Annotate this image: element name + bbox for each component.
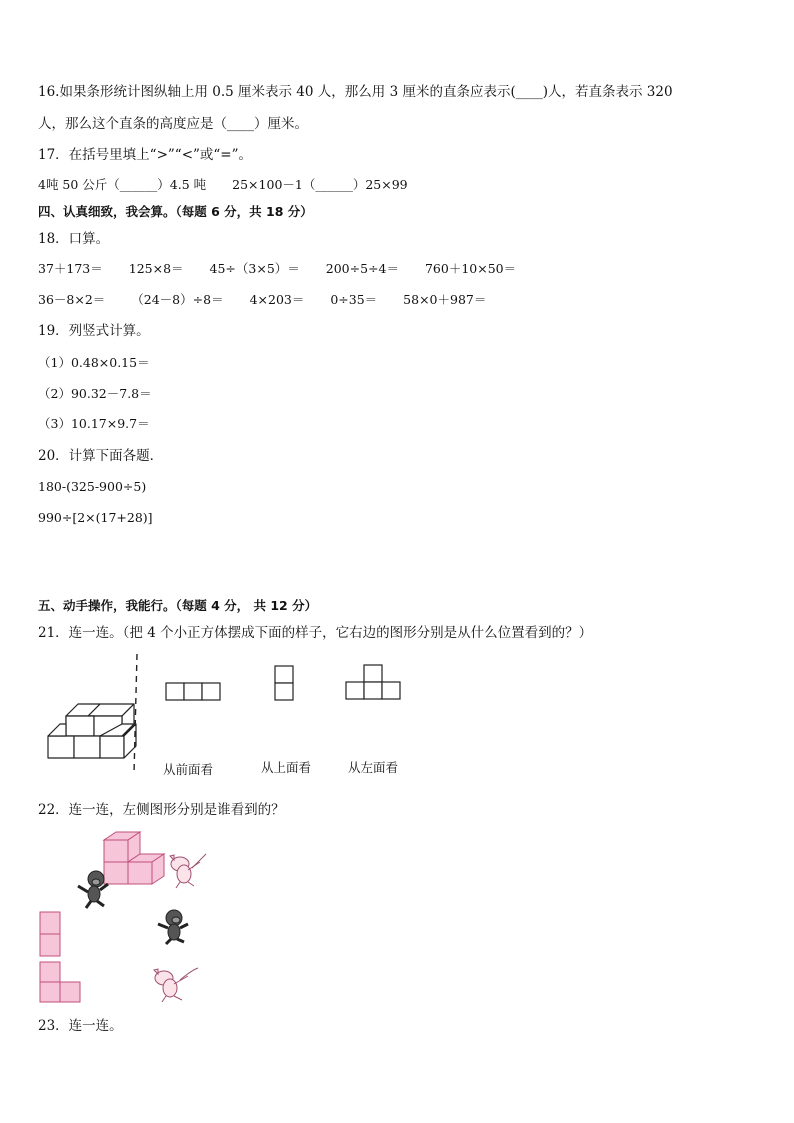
section4-heading: 四、认真细致，我会算。（每题 6 分，共 18 分） [38,204,313,219]
q22-figure [36,828,236,1008]
q23-title: 23．连一连。 [38,1018,123,1034]
oral-calc-item: （24－8）÷8＝ [131,292,224,307]
view-shape-l [40,962,80,1002]
oral-calc-item: 0÷35＝ [330,292,378,307]
top-view-shape [275,666,293,700]
oral-calc-item: 36－8×2＝ [38,292,106,307]
cube-stack-3d [48,704,136,758]
q19-item: （1）0.48×0.15＝ [38,355,150,370]
q16-line1: 16.如果条形统计图纵轴上用 0.5 厘米表示 40 人，那么用 3 厘米的直条应表示(____)人，若直条表示 320 [38,84,673,100]
pink-block-3d [104,832,164,884]
oral-calc-item: 45÷（3×5）＝ [209,261,300,276]
monkey-icon [78,871,108,908]
q18-row1 [38,261,538,276]
q20-title: 20．计算下面各题． [38,448,164,464]
view-shape-two-stacked [40,912,60,956]
q17-item: 4吨 50 公斤（______）4.5 吨 [38,177,207,192]
oral-calc-item: 58×0＋987＝ [403,292,487,307]
q19-item: （2）90.32－7.8＝ [38,386,152,401]
oral-calc-item: 125×8＝ [128,261,184,276]
q22-title: 22．连一连，左侧图形分别是谁看到的？ [38,802,285,818]
oral-calc-item: 200÷5÷4＝ [325,261,399,276]
view-label-top: 从上面看 [261,760,312,775]
front-view-shape [166,683,220,700]
q18-title: 18．口算。 [38,231,110,247]
section5-heading: 五、动手操作，我能行。（每题 4 分， 共 12 分） [38,598,318,613]
q16-line2: 人，那么这个直条的高度应是（____）厘米。 [38,116,308,132]
q20-item: 990÷[2×(17+28)] [38,510,153,525]
q20-item: 180-(325-900÷5) [38,479,147,494]
q19-title: 19．列竖式计算。 [38,323,150,339]
q17-items [38,177,430,192]
q21-title: 21．连一连。（把 4 个小正方体摆成下面的样子，它右边的图形分别是从什么位置看到的？） [38,625,593,641]
oral-calc-item: 37＋173＝ [38,261,103,276]
view-label-front: 从前面看 [163,762,214,777]
q19-item: （3）10.17×9.7＝ [38,416,150,431]
left-view-shape [346,665,400,699]
oral-calc-item: 4×203＝ [249,292,305,307]
dog-icon [170,854,206,888]
q17-item: 25×100－1（______）25×99 [232,177,408,192]
q17-title: 17．在括号里填上“>”“<”或“=”。 [38,147,253,163]
q18-row2 [38,292,508,307]
monkey-icon [158,910,188,944]
oral-calc-item: 760＋10×50＝ [424,261,517,276]
view-label-left: 从左面看 [348,760,399,775]
dog-icon [154,968,198,1002]
